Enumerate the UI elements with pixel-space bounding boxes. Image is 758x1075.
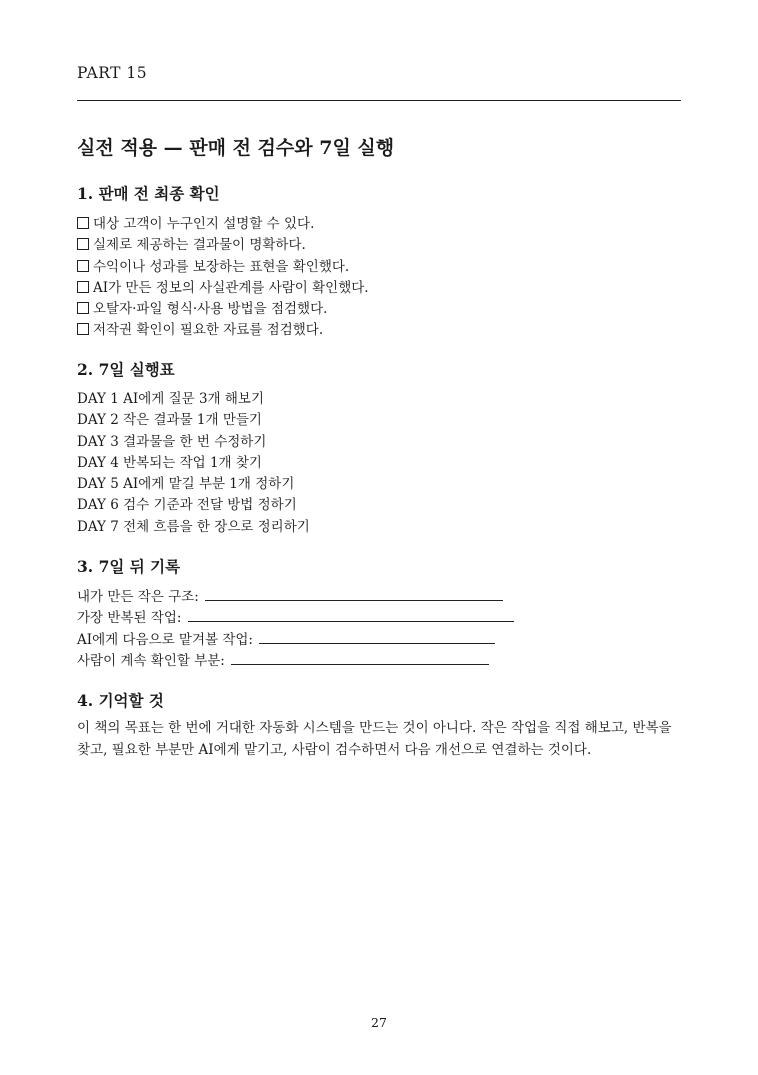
checklist-item: 저작권 확인이 필요한 자료를 점검했다.: [77, 320, 369, 341]
record-line: 내가 만든 작은 구조:: [77, 587, 514, 608]
record-line: AI에게 다음으로 맡겨볼 작업:: [77, 630, 514, 651]
remember-paragraph: 이 책의 목표는 한 번에 거대한 자동화 시스템을 만드는 것이 아니다. 작은 작업을 직접 해보고, 반복을 찾고, 필요한 부분만 AI에게 맡기고, 사람이 검수하면서 다음 개선으로 연결하는 것이다.: [77, 720, 672, 758]
checkbox-icon: [77, 238, 89, 250]
checkbox-icon: [77, 281, 89, 293]
day-plan-list: [77, 389, 310, 538]
checkbox-icon: [77, 217, 89, 229]
section-heading-7day-plan: 2. 7일 실행표: [77, 360, 175, 379]
day-plan-item: DAY 4 반복되는 작업 1개 찾기: [77, 454, 262, 471]
section-heading-record: 3. 7일 뒤 기록: [77, 557, 181, 576]
day-plan-item: DAY 6 검수 기준과 전달 방법 정하기: [77, 497, 297, 514]
day-plan-item: DAY 7 전체 흐름을 한 장으로 정리하기: [77, 518, 310, 535]
page-number: 27: [371, 1015, 387, 1030]
header-divider: [77, 100, 681, 101]
checklist-item: AI가 만든 정보의 사실관계를 사람이 확인했다.: [77, 278, 369, 299]
record-blank: [231, 652, 489, 665]
checkbox-icon: [77, 260, 89, 272]
record-line: 가장 반복된 작업:: [77, 608, 514, 629]
document-page: [77, 0, 681, 1075]
record-line: 사람이 계속 확인할 부분:: [77, 651, 514, 672]
section-heading-final-check: 1. 판매 전 최종 확인: [77, 184, 220, 203]
record-blank: [205, 588, 503, 601]
checkbox-icon: [77, 302, 89, 314]
checklist-item: 오탈자·파일 형식·사용 방법을 점검했다.: [77, 299, 369, 320]
checkbox-icon: [77, 323, 89, 335]
page-title: 실전 적용 — 판매 전 검수와 7일 실행: [77, 137, 395, 159]
day-plan-item: DAY 1 AI에게 질문 3개 해보기: [77, 391, 264, 407]
record-blank: [188, 609, 514, 622]
record-form: [77, 587, 514, 672]
checklist-item: 수익이나 성과를 보장하는 표현을 확인했다.: [77, 257, 369, 278]
checklist-item: 대상 고객이 누구인지 설명할 수 있다.: [77, 214, 369, 235]
section-heading-remember: 4. 기억할 것: [77, 691, 164, 710]
day-plan-item: DAY 2 작은 결과물 1개 만들기: [77, 412, 262, 429]
day-plan-item: DAY 5 AI에게 맡길 부분 1개 정하기: [77, 476, 295, 493]
checklist-item: 실제로 제공하는 결과물이 명확하다.: [77, 235, 369, 256]
part-label: PART 15: [77, 64, 148, 82]
checklist: [77, 214, 369, 342]
day-plan-item: DAY 3 결과물을 한 번 수정하기: [77, 433, 267, 450]
record-blank: [259, 631, 495, 644]
